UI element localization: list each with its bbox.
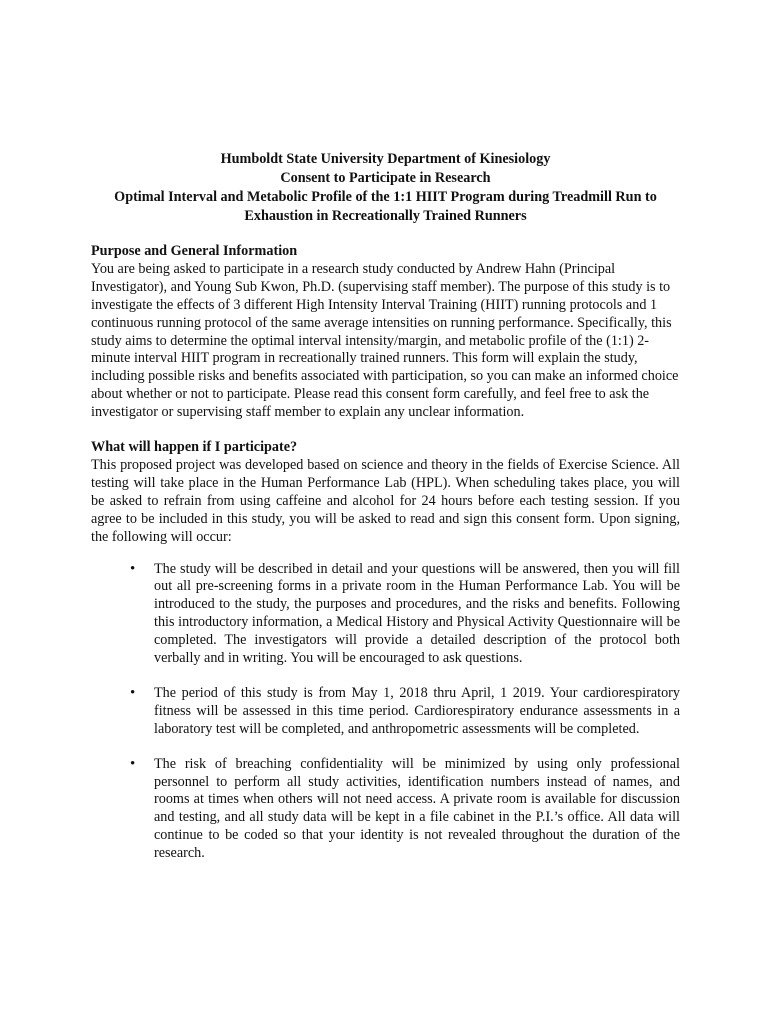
list-item bbox=[130, 755, 680, 863]
header-university: Humboldt State University Department of Kinesiology bbox=[220, 151, 551, 167]
participate-heading: What will happen if I participate? bbox=[91, 439, 298, 456]
header-study-title-line2: Exhaustion in Recreationally Trained Runners bbox=[244, 208, 527, 224]
participate-paragraph: This proposed project was developed based on science and theory in the fields of Exercise Science. All testing will take place in the Human Performance Lab (HPL). When scheduling takes place, you will be asked to refrain from using caffeine and alcohol for 24 hours before each testing session. If you agree to be included in this study, you will be asked to read and sign this consent form. Upon signing, the following will occur: bbox=[91, 456, 680, 545]
bullet-icon: • bbox=[130, 684, 136, 701]
list-item bbox=[130, 684, 680, 739]
purpose-heading: Purpose and General Information bbox=[91, 243, 298, 259]
list-item-text: The study will be described in detail and your questions will be answered, then you will fill out all pre-screening forms in a private room in the Human Performance Lab. You will be introduced to the study, the purposes and procedures, and the risks and benefits. Following this introductory information, a Medical History and Physical Activity Questionnaire will be completed. The investigators will provide a detailed description of the protocol both verbally and in writing. You will be encouraged to ask questions. bbox=[154, 560, 680, 667]
procedure-list bbox=[91, 561, 680, 864]
document-header bbox=[91, 150, 680, 226]
header-study-title-line1: Optimal Interval and Metabolic Profile of the 1:1 HIIT Program during Treadmill Run to bbox=[114, 189, 657, 205]
list-item-text: The period of this study is from May 1, 2018 thru April, 1 2019. Your cardiorespiratory fitness will be assessed in this time period. Cardiorespiratory endurance assessments in a laboratory test will be completed, and anthropometric assessments will be completed. bbox=[154, 684, 680, 737]
bullet-icon: • bbox=[130, 560, 136, 577]
list-item-text: The risk of breaching confidentiality will be minimized by using only professional personnel to perform all study activities, identification numbers instead of names, and rooms at times when others will not need access. A private room is available for discussion and testing, and all study data will be kept in a file cabinet in the P.I.’s office. All data will continue to be coded so that your identity is not revealed throughout the duration of the research. bbox=[154, 755, 680, 862]
consent-document bbox=[91, 150, 680, 880]
purpose-paragraph: You are being asked to participate in a research study conducted by Andrew Hahn (Principal Investigator), and Young Sub Kwon, Ph.D. (supervising staff member). The purpose of this study is to investigate the effects of 3 different High Intensity Interval Training (HIIT) running protocols and 1 continuous running protocol of the same average intensities on running performance. Specifically, this study aims to determine the optimal interval intensity/margin, and metabolic profile of the (1:1) 2-minute interval HIIT program in recreationally trained runners. This form will explain the study, including possible risks and benefits associated with participation, so you can make an informed choice about whether or not to participate. Please read this consent form carefully, and feel free to ask the investigator or supervising staff member to explain any unclear information. bbox=[91, 260, 679, 421]
bullet-icon: • bbox=[130, 755, 136, 772]
list-item bbox=[130, 560, 680, 668]
header-consent-title: Consent to Participate in Research bbox=[280, 170, 491, 186]
